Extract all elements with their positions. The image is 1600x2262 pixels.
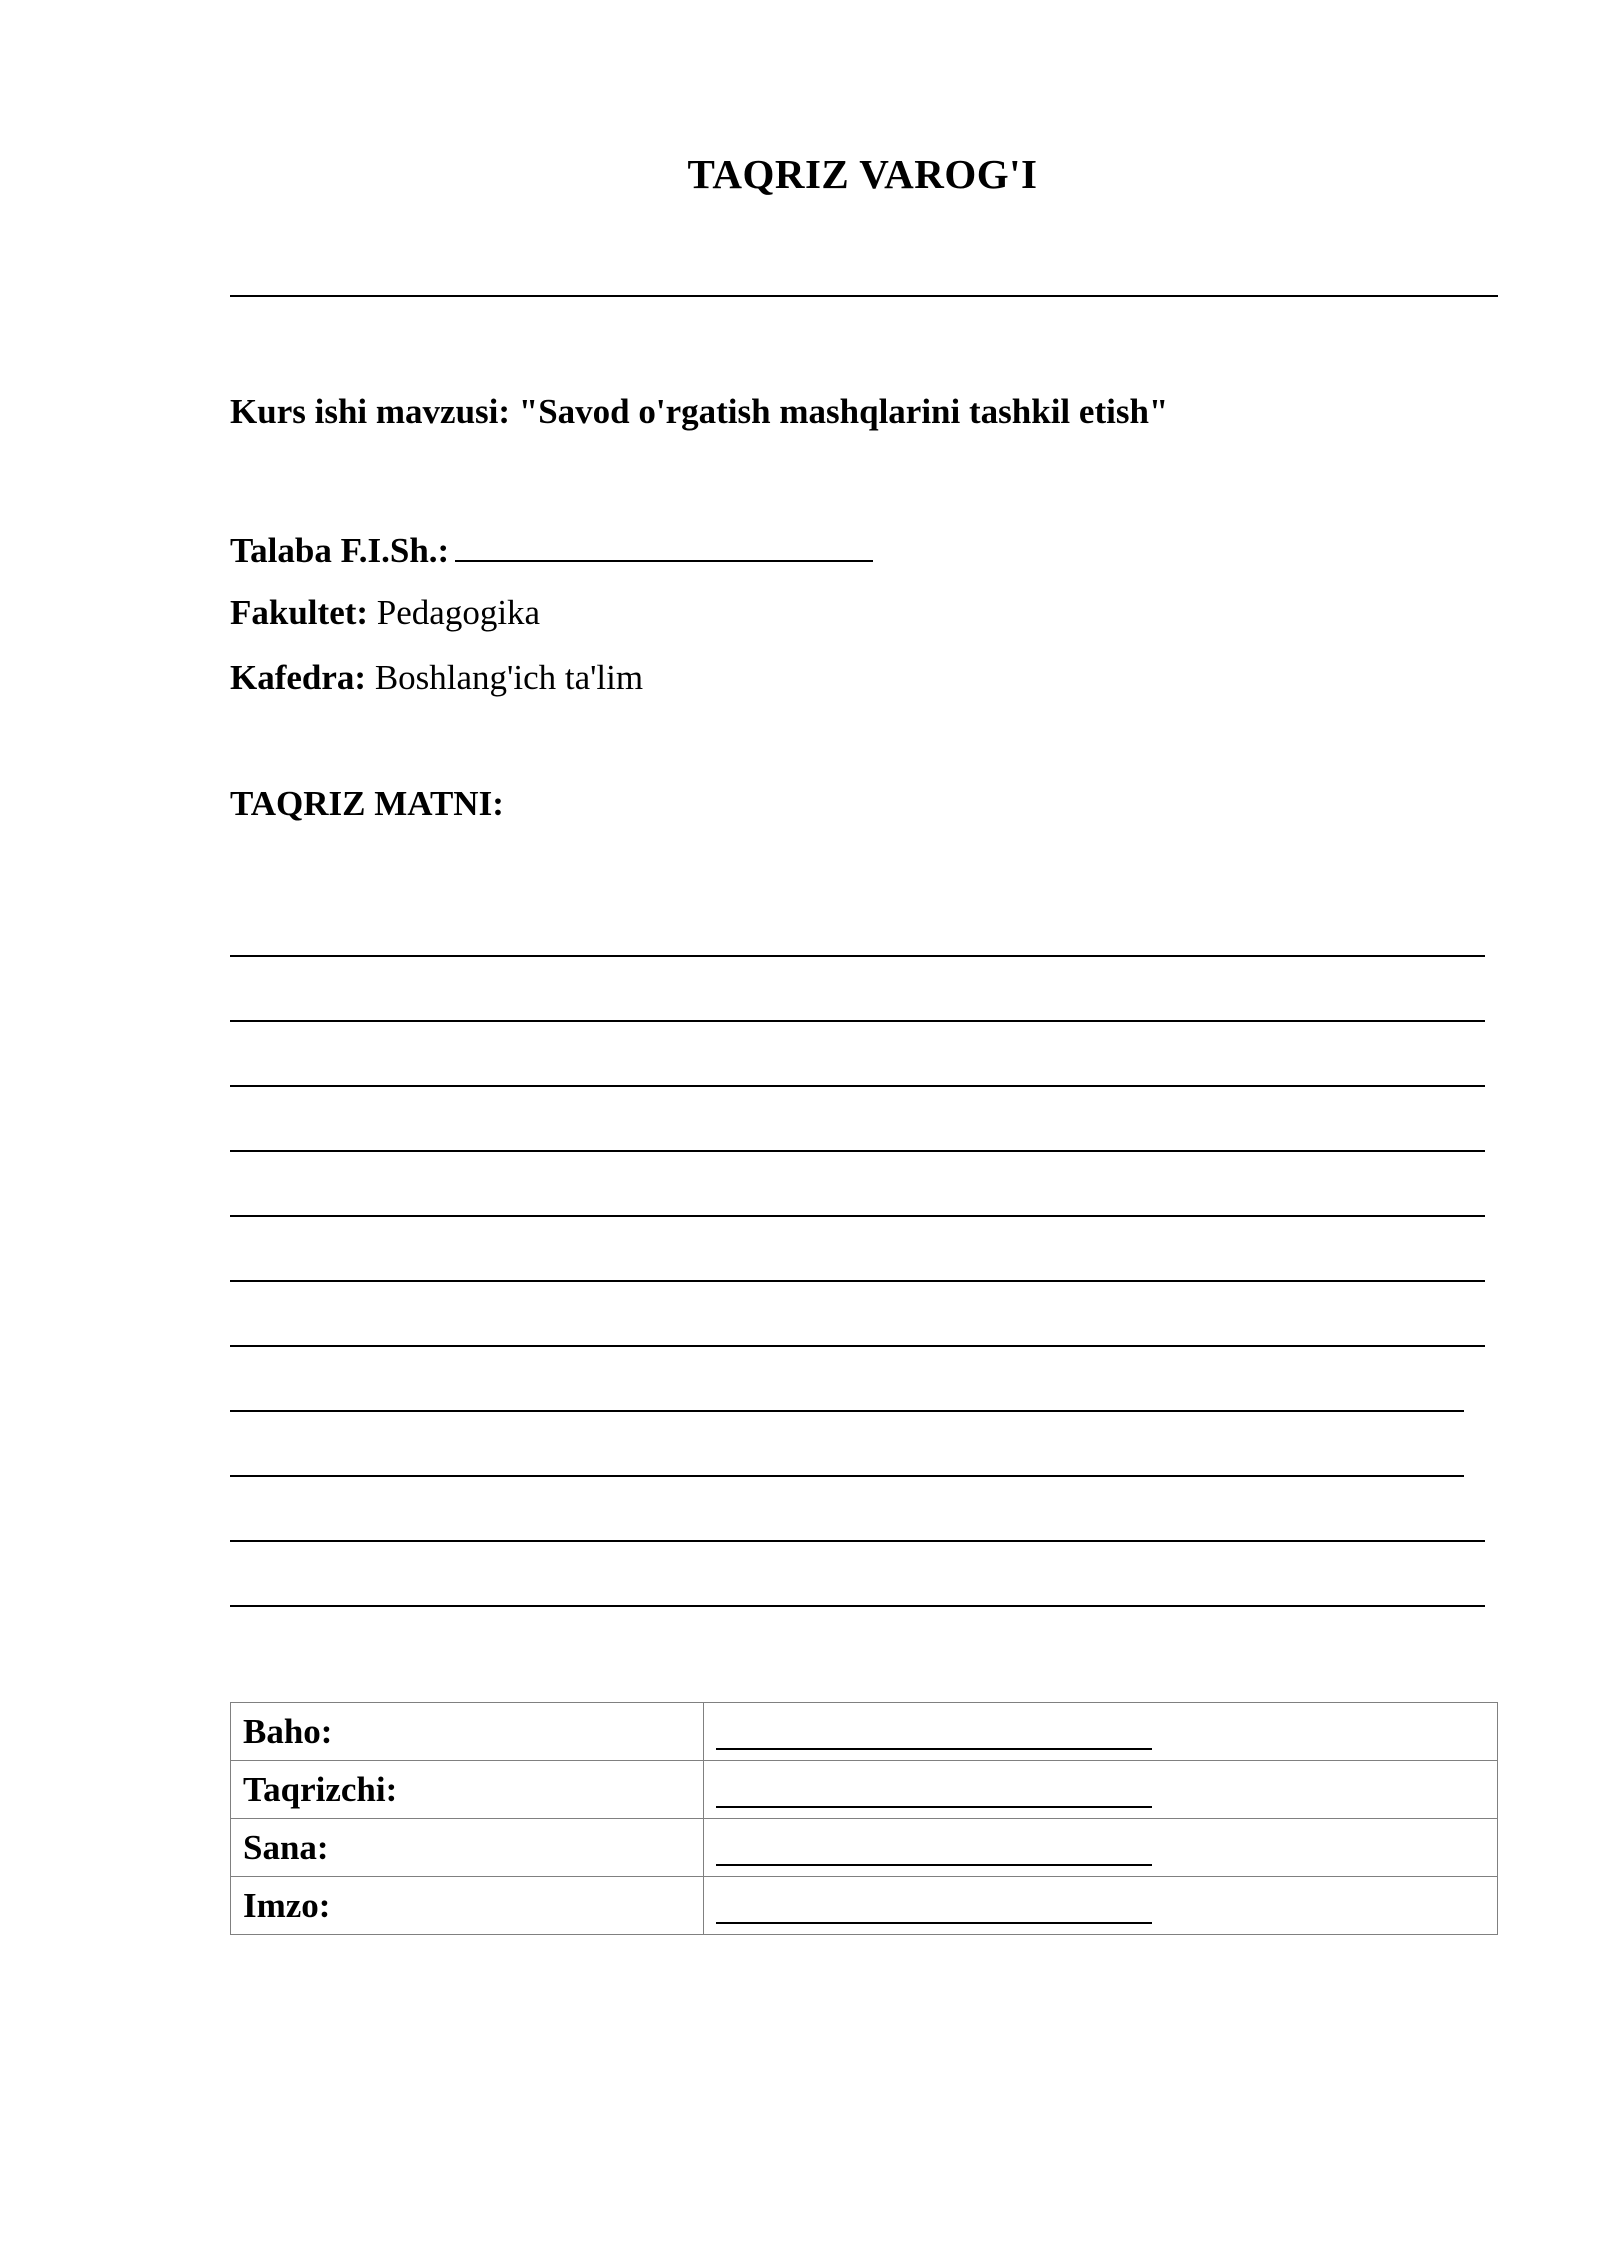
signature-blank	[716, 1892, 1152, 1924]
table-row	[231, 1703, 1498, 1761]
faculty-value: Pedagogika	[376, 593, 541, 632]
review-text-heading: TAQRIZ MATNI:	[230, 784, 504, 823]
faculty-row	[230, 587, 873, 652]
department-row	[230, 652, 873, 717]
signature-value-cell	[704, 1877, 1498, 1935]
evaluation-table	[230, 1702, 1498, 1935]
writing-line	[230, 1475, 1464, 1540]
writing-line	[230, 1085, 1485, 1150]
reviewer-label: Taqrizchi:	[231, 1761, 704, 1819]
writing-line	[230, 1540, 1485, 1605]
department-value: Boshlang'ich ta'lim	[374, 658, 644, 697]
grade-label: Baho:	[231, 1703, 704, 1761]
writing-line	[230, 955, 1485, 1020]
writing-line	[230, 1280, 1485, 1345]
date-blank	[716, 1834, 1152, 1866]
writing-line	[230, 1410, 1464, 1475]
reviewer-value-cell	[704, 1761, 1498, 1819]
department-label: Kafedra:	[230, 658, 367, 697]
writing-line	[230, 1345, 1485, 1410]
grade-blank	[716, 1718, 1152, 1750]
table-row	[231, 1819, 1498, 1877]
date-label: Sana:	[231, 1819, 704, 1877]
table-row	[231, 1877, 1498, 1935]
writing-line	[230, 1215, 1485, 1280]
writing-line	[230, 1605, 1485, 1670]
table-row	[231, 1761, 1498, 1819]
faculty-label: Fakultet:	[230, 593, 369, 632]
writing-line	[230, 1150, 1485, 1215]
student-name-label: Talaba F.I.Sh.:	[230, 531, 450, 570]
signature-label: Imzo:	[231, 1877, 704, 1935]
date-value-cell	[704, 1819, 1498, 1877]
review-writing-lines	[230, 955, 1485, 1670]
student-info-block	[230, 522, 873, 717]
grade-value-cell	[704, 1703, 1498, 1761]
writing-line	[230, 1020, 1485, 1085]
title-underline	[230, 295, 1498, 297]
student-name-row	[230, 522, 873, 587]
page-title: TAQRIZ VAROG'I	[687, 151, 1038, 197]
student-name-blank	[455, 522, 873, 562]
course-topic: Kurs ishi mavzusi: "Savod o'rgatish mashqlarini tashkil etish"	[230, 392, 1169, 431]
reviewer-blank	[716, 1776, 1152, 1808]
